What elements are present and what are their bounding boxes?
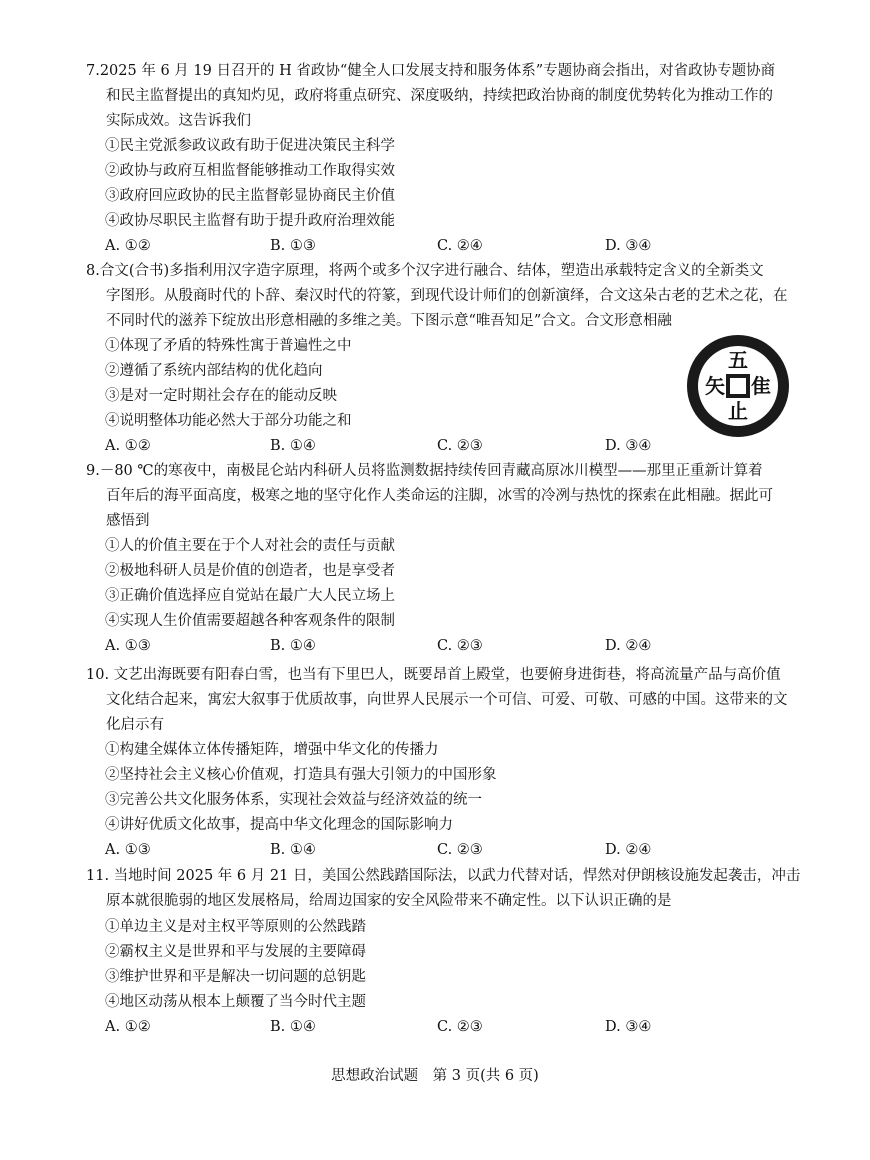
question-9-option-1: ①人的价值主要在于个人对社会的责任与贡献 [105, 538, 395, 554]
question-8-choice-a: A. ①② [105, 438, 151, 454]
question-10-choice-c: C. ②③ [437, 842, 483, 858]
question-7-choice-d: D. ③④ [605, 238, 652, 254]
question-9-option-3: ③正确价值选择应自觉站在最广大人民立场上 [105, 588, 395, 604]
question-9-stem-line-3: 感悟到 [106, 513, 150, 529]
coin-glyph-top: 五 [728, 348, 748, 372]
question-11-choice-b: B. ①④ [270, 1019, 316, 1035]
question-7-stem-line-3: 实际成效。这告诉我们 [106, 113, 251, 129]
question-8-stem-line-1: 8.合文(合书)多指利用汉字造字原理，将两个或多个汉字进行融合、结体，塑造出承载特定含义的全新类文 [86, 263, 764, 279]
question-7-choice-c: C. ②④ [437, 238, 483, 254]
question-8-choice-d: D. ③④ [605, 438, 652, 454]
question-9-option-4: ④实现人生价值需要超越各种客观条件的限制 [105, 613, 395, 629]
question-11-option-1: ①单边主义是对主权平等原则的公然践踏 [105, 919, 366, 935]
question-11-option-2: ②霸权主义是世界和平与发展的主要障碍 [105, 944, 366, 960]
question-11-option-3: ③维护世界和平是解决一切问题的总钥匙 [105, 969, 366, 985]
question-11-stem-line-1: 11. 当地时间 2025 年 6 月 21 日，美国公然践踏国际法，以武力代替对话，悍然对伊朗核设施发起袭击，冲击 [86, 868, 801, 884]
question-8-stem-line-2: 字图形。从殷商时代的卜辞、秦汉时代的符篆，到现代设计师们的创新演绎，合文这朵古老的艺术之花，在 [106, 288, 788, 304]
question-9-choice-c: C. ②③ [437, 638, 483, 654]
question-10-choice-b: B. ①④ [270, 842, 316, 858]
question-8-choice-c: C. ②③ [437, 438, 483, 454]
question-8-stem-line-3: 不同时代的滋养下绽放出形意相融的多维之美。下图示意“唯吾知足”合文。合文形意相融 [106, 313, 672, 329]
question-7-choice-a: A. ①② [105, 238, 151, 254]
coin-glyph-bottom: 止 [728, 399, 748, 423]
question-9-choice-b: B. ①④ [270, 638, 316, 654]
question-8-option-2: ②遵循了系统内部结构的优化趋向 [105, 363, 323, 379]
coin-glyph-right: 隹 [751, 374, 771, 398]
question-10-option-2: ②坚持社会主义核心价值观，打造具有强大引领力的中国形象 [105, 767, 497, 783]
question-7-option-3: ③政府回应政协的民主监督彰显协商民主价值 [105, 188, 395, 204]
hewen-coin-image [685, 333, 791, 439]
question-9-choice-a: A. ①③ [105, 638, 151, 654]
question-11-choice-a: A. ①② [105, 1019, 151, 1035]
question-11-choice-c: C. ②③ [437, 1019, 483, 1035]
question-9-option-2: ②极地科研人员是价值的创造者，也是享受者 [105, 563, 395, 579]
question-10-option-1: ①构建全媒体立体传播矩阵，增强中华文化的传播力 [105, 742, 439, 758]
question-9-stem-line-2: 百年后的海平面高度，极寒之地的坚守化作人类命运的注脚，冰雪的冷冽与热忱的探索在此相融。据此可 [106, 488, 773, 504]
page-footer: 思想政治试题 第 3 页(共 6 页) [331, 1068, 539, 1084]
question-11-stem-line-2: 原本就很脆弱的地区发展格局，给周边国家的安全风险带来不确定性。以下认识正确的是 [106, 893, 672, 909]
question-10-stem-line-1: 10. 文艺出海既要有阳春白雪，也当有下里巴人，既要昂首上殿堂，也要俯身进街巷，将高流量产品与高价值 [86, 667, 781, 683]
question-8-choice-b: B. ①④ [270, 438, 316, 454]
question-11-choice-d: D. ③④ [605, 1019, 652, 1035]
question-10-stem-line-2: 文化结合起来，寓宏大叙事于优质故事，向世界人民展示一个可信、可爱、可敬、可感的中国。这带来的文 [106, 692, 788, 708]
question-7-option-1: ①民主党派参政议政有助于促进决策民主科学 [105, 138, 395, 154]
question-10-option-3: ③完善公共文化服务体系，实现社会效益与经济效益的统一 [105, 792, 482, 808]
question-10-option-4: ④讲好优质文化故事，提高中华文化理念的国际影响力 [105, 817, 453, 833]
question-9-stem-line-1: 9.－80 ℃的寒夜中，南极昆仑站内科研人员将监测数据持续传回青藏高原冰川模型——那里正重新计算着 [86, 463, 763, 479]
question-8-option-1: ①体现了矛盾的特殊性寓于普遍性之中 [105, 338, 352, 354]
question-7-choice-b: B. ①③ [270, 238, 316, 254]
question-7-stem-line-2: 和民主监督提出的真知灼见，政府将重点研究、深度吸纳，持续把政治协商的制度优势转化为推动工作的 [106, 88, 773, 104]
question-10-choice-d: D. ②④ [605, 842, 652, 858]
question-11-option-4: ④地区动荡从根本上颠覆了当今时代主题 [105, 994, 366, 1010]
question-8-option-3: ③是对一定时期社会存在的能动反映 [105, 388, 337, 404]
question-7-option-4: ④政协尽职民主监督有助于提升政府治理效能 [105, 213, 395, 229]
question-10-stem-line-3: 化启示有 [106, 717, 164, 733]
question-8-option-4: ④说明整体功能必然大于部分功能之和 [105, 413, 352, 429]
question-7-stem-line-1: 7.2025 年 6 月 19 日召开的 H 省政协“健全人口发展支持和服务体系”专题协商会指出，对省政协专题协商 [86, 63, 776, 79]
question-7-option-2: ②政协与政府互相监督能够推动工作取得实效 [105, 163, 395, 179]
question-9-choice-d: D. ②④ [605, 638, 652, 654]
question-10-choice-a: A. ①③ [105, 842, 151, 858]
coin-glyph-left: 矢 [705, 374, 725, 398]
